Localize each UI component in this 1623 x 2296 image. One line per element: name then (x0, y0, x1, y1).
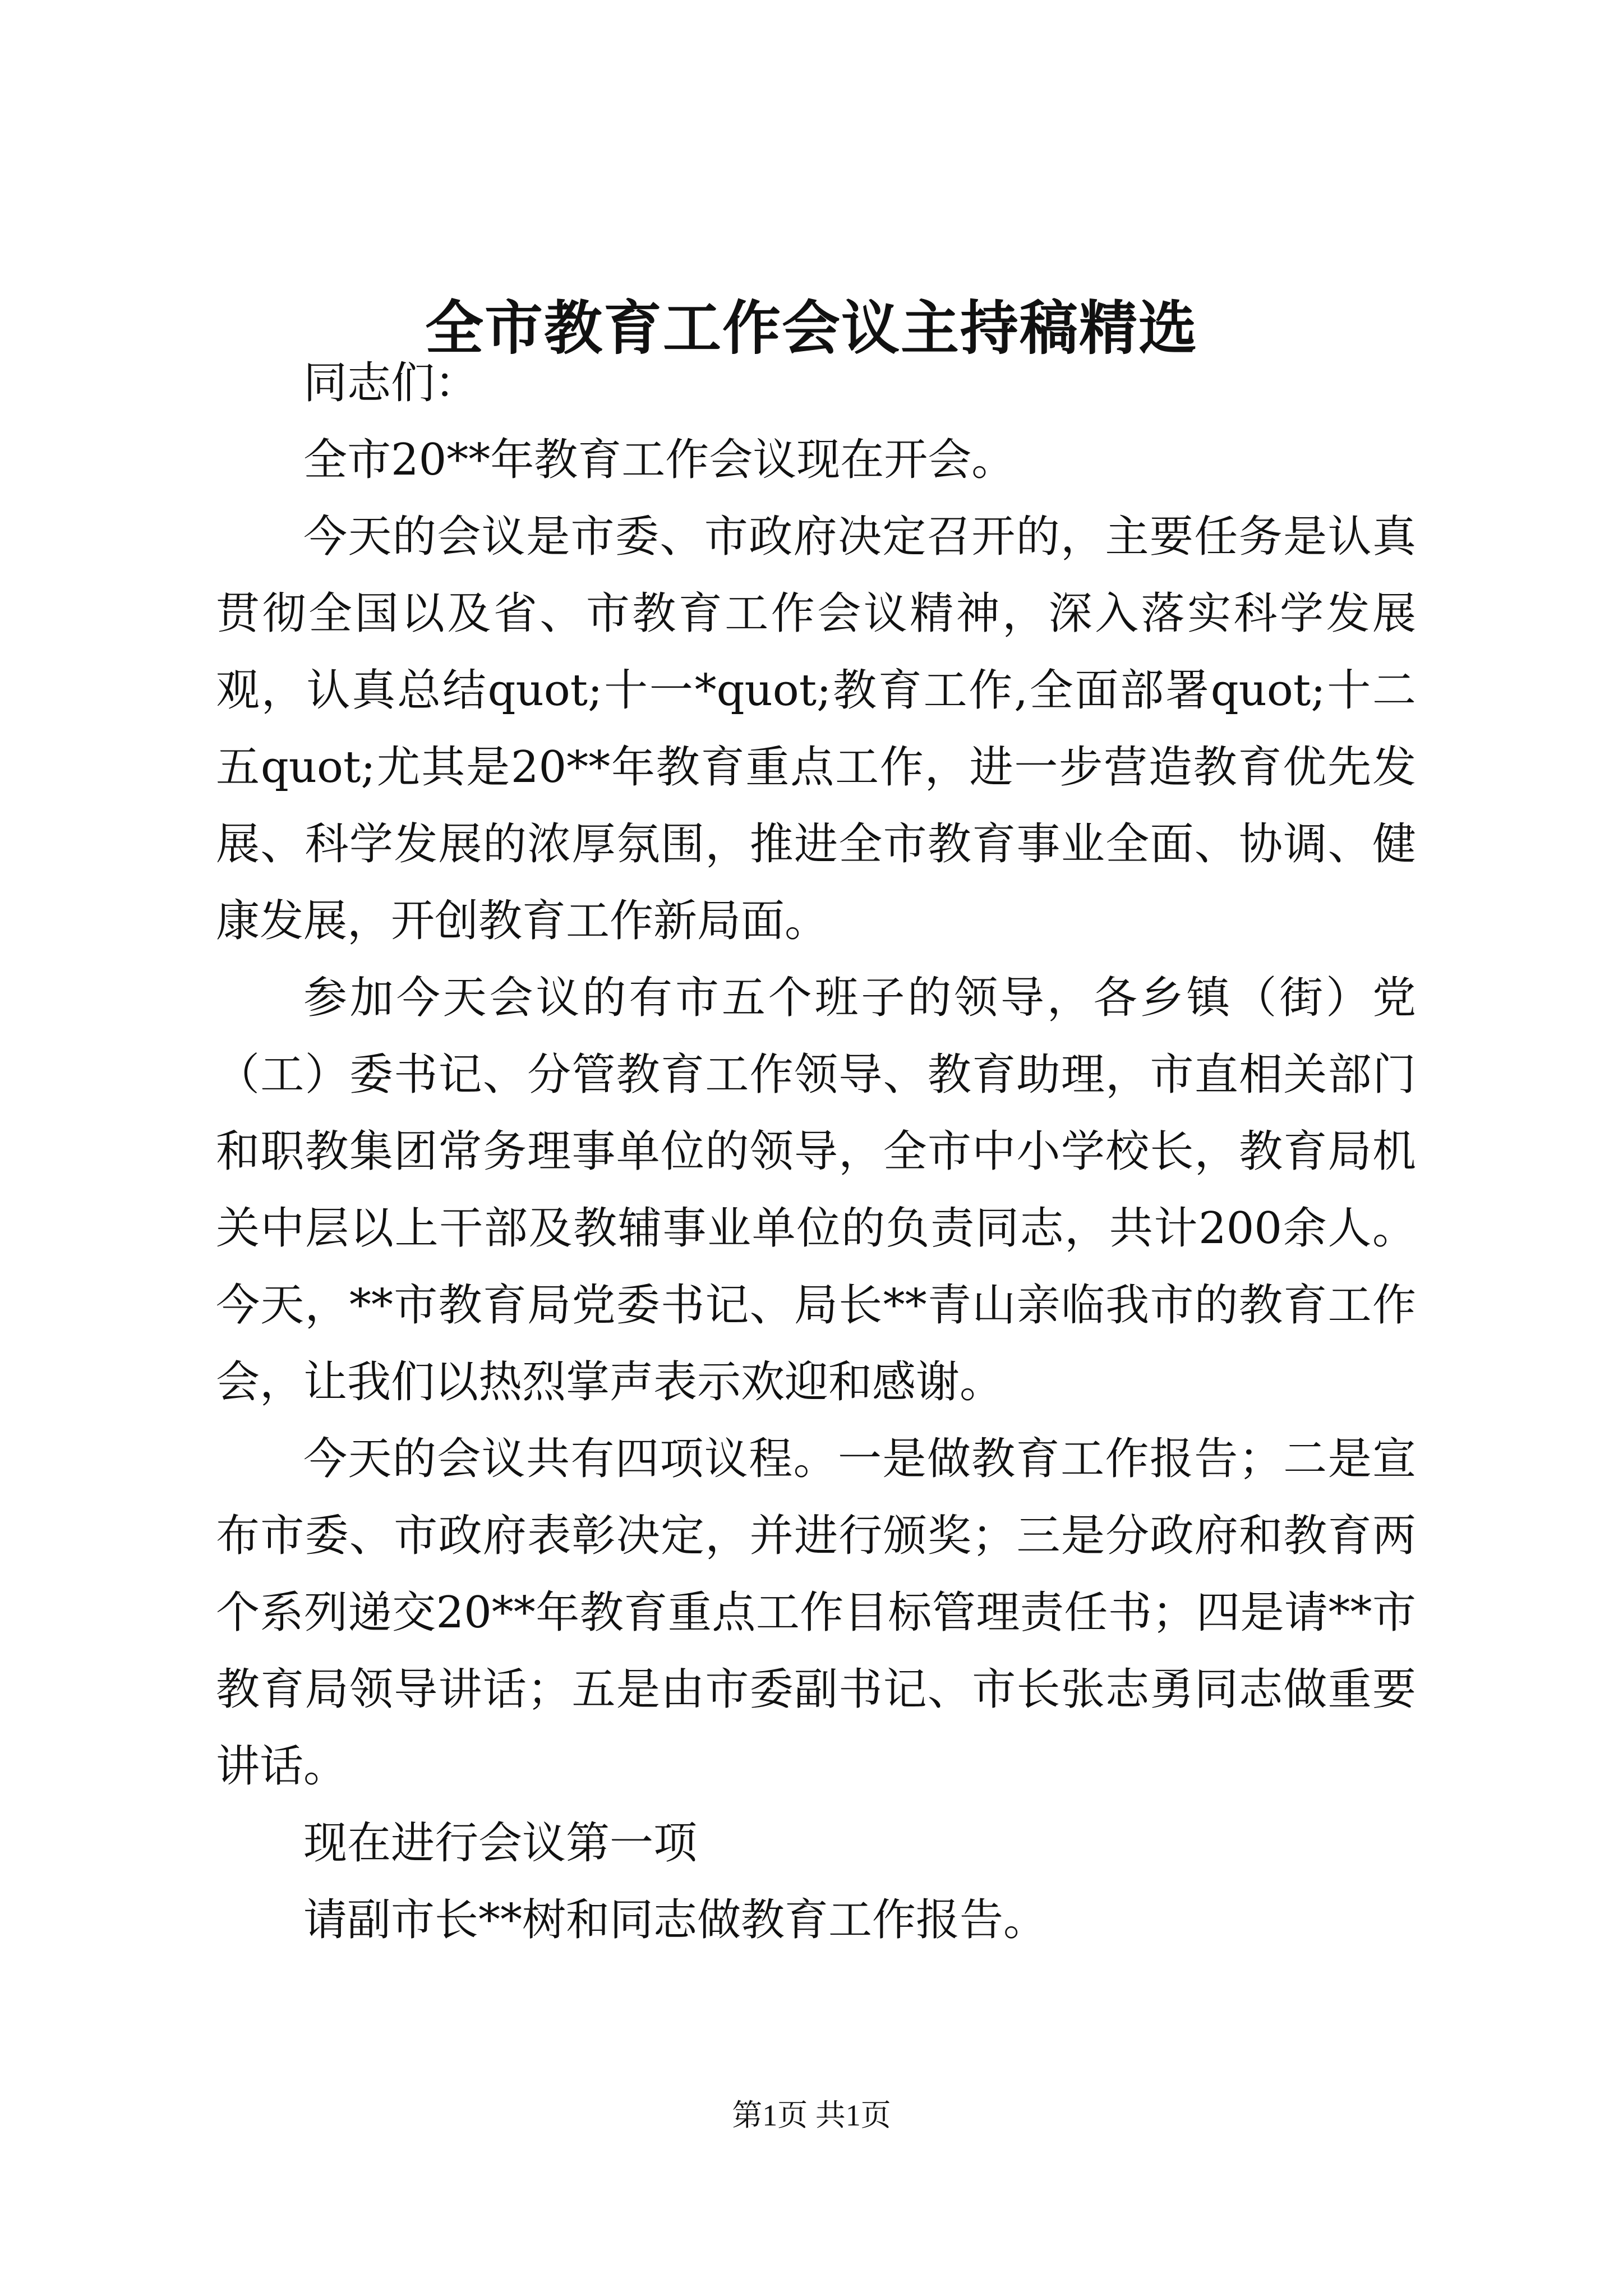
paragraph-opening: 全市20**年教育工作会议现在开会。 (303, 435, 1016, 485)
paragraph-first-item: 现在进行会议第一项 (303, 1818, 698, 1869)
paragraph-purpose: 今天的会议是市委、市政府决定召开的，主要任务是认真贯彻全国以及省、市教育工作会议精神，深入落实科学发展观，认真总结quot;十一*quot;教育工作,全面部署quot;十二五quot;尤其是20**年教育重点工作，进一步营造教育优先发展、科学发展的浓厚氛围，推进全市教育事业全面、协调、健康发展，开创教育工作新局面。 (216, 512, 1416, 946)
page-footer: 第1页 共1页 (732, 2099, 891, 2132)
paragraph-salutation: 同志们： (303, 358, 479, 408)
document-body (216, 345, 1416, 1959)
document-title: 全市教育工作会议主持稿精选 (425, 293, 1198, 362)
paragraph-report-invite: 请副市长**树和同志做教育工作报告。 (303, 1895, 1048, 1945)
paragraph-attendees: 参加今天会议的有市五个班子的领导，各乡镇（街）党（工）委书记、分管教育工作领导、教育助理，市直相关部门和职教集团常务理事单位的领导，全市中小学校长，教育局机关中层以上干部及教辅事业单位的负责同志，共计200余人。今天，**市教育局党委书记、局长**青山亲临我市的教育工作会，让我们以热烈掌声表示欢迎和感谢。 (216, 973, 1416, 1407)
paragraph-agenda: 今天的会议共有四项议程。一是做教育工作报告；二是宣布市委、市政府表彰决定，并进行颁奖；三是分政府和教育两个系列递交20**年教育重点工作目标管理责任书；四是请**市教育局领导讲话；五是由市委副书记、市长张志勇同志做重要讲话。 (216, 1434, 1416, 1792)
